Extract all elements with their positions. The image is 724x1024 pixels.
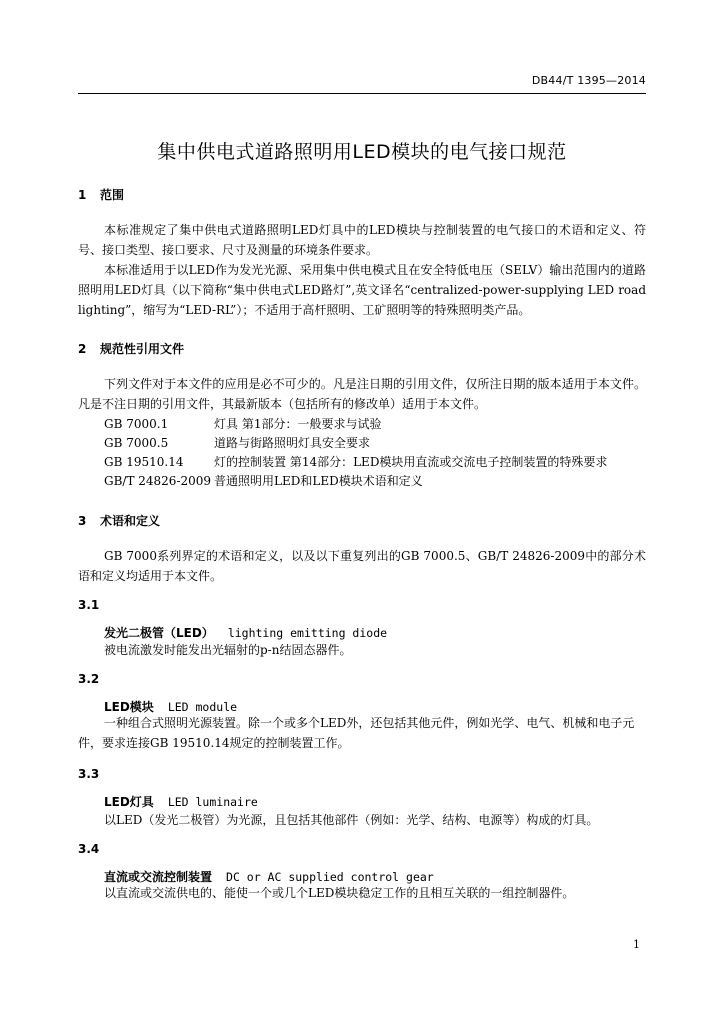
term-definition: 被电流激发时能发出光辐射的p-n结固态器件。 — [104, 643, 352, 657]
section-title: 规范性引用文件 — [100, 342, 185, 356]
term-number: 3.1 — [78, 598, 100, 612]
section-heading-terms — [78, 512, 160, 529]
reference-code: GB 7000.5 — [104, 436, 169, 450]
section-heading-normative — [78, 340, 184, 357]
term-definition: 以直流或交流供电的、能使一个或几个LED模块稳定工作的且相互关联的一组控制器件。 — [104, 886, 575, 900]
reference-title: 道路与街路照明灯具安全要求 — [214, 436, 371, 450]
term-en: DC or AC supplied control gear — [226, 870, 434, 884]
reference-code: GB 7000.1 — [104, 417, 169, 431]
term-en: lighting emitting diode — [227, 626, 388, 640]
reference-title: 灯具 第1部分：一般要求与试验 — [214, 417, 382, 431]
term-number: 3.3 — [78, 767, 100, 781]
terms-intro: GB 7000系列界定的术语和定义，以及以下重复列出的GB 7000.5、GB/T 24826-2009中的部分术语和定义均适用于本文件。 — [78, 549, 646, 583]
term-number: 3.4 — [78, 842, 100, 856]
term-heading — [104, 624, 387, 641]
scope-paragraph-1: 本标准规定了集中供电式道路照明LED灯具中的LED模块与控制装置的电气接口的术语和定义、符号、接口类型、接口要求、尺寸及测量的环境条件要求。 — [78, 223, 646, 257]
section-title: 术语和定义 — [100, 514, 161, 528]
scope-paragraph-2: 本标准适用于以LED作为发光光源、采用集中供电模式且在安全特低电压（SELV）输出范围内的道路照明用LED灯具（以下简称“集中供电式LED路灯”,英文译名“centralized-power-supplying LED road lighting”，缩写为“LED-RL”）；不适用于高杆照明、工矿照明等的特殊照明类产品。 — [78, 263, 646, 317]
section-title: 范围 — [100, 188, 125, 202]
term-number: 3.2 — [78, 672, 100, 686]
reference-item — [104, 472, 423, 489]
term-en: LED module — [167, 700, 238, 714]
term-zh: LED模块 — [104, 700, 154, 714]
term-en: LED luminaire — [167, 795, 258, 809]
reference-code: GB 19510.14 — [104, 455, 184, 469]
section-heading-scope — [78, 186, 124, 203]
term-definition: 一种组合式照明光源装置。除一个或多个LED外，还包括其他元件，例如光学、电气、机械和电子元件，要求连接GB 19510.14规定的控制装置工作。 — [78, 716, 635, 750]
reference-code: GB/T 24826-2009 — [104, 474, 212, 488]
term-zh: LED灯具 — [104, 795, 154, 809]
reference-item — [104, 453, 607, 470]
section-number: 2 — [78, 342, 87, 356]
term-definition: 以LED（发光二极管）为光源，且包括其他部件（例如：光学、结构、电源等）构成的灯具。 — [104, 813, 599, 827]
reference-title: 灯的控制装置 第14部分：LED模块用直流或交流电子控制装置的特殊要求 — [214, 455, 608, 469]
term-zh: 直流或交流控制装置 — [104, 870, 213, 884]
reference-title: 普通照明用LED和LED模块术语和定义 — [214, 474, 423, 488]
section-number: 3 — [78, 514, 87, 528]
term-zh: 发光二极管（LED） — [104, 626, 214, 640]
reference-item — [104, 434, 370, 451]
page-number: 1 — [633, 938, 640, 951]
header-rule — [78, 93, 646, 94]
document-title: 集中供电式道路照明用LED模块的电气接口规范 — [157, 141, 567, 163]
reference-item — [104, 415, 381, 432]
normative-intro: 下列文件对于本文件的应用是必不可少的。凡是注日期的引用文件，仅所注日期的版本适用于本文件。凡是不注日期的引用文件，其最新版本（包括所有的修改单）适用于本文件。 — [78, 377, 646, 411]
term-heading — [104, 793, 258, 810]
section-number: 1 — [78, 188, 87, 202]
standard-code: DB44/T 1395—2014 — [531, 74, 646, 87]
